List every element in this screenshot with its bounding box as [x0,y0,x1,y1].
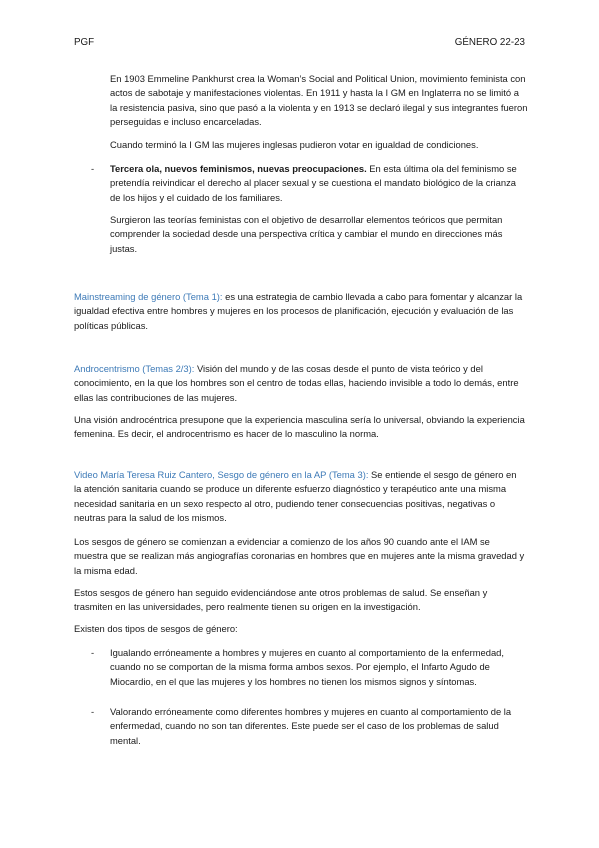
video-definition [74,468,526,526]
paragraph-androcentric-view: Una visión androcéntrica presupone que la experiencia masculina sería lo universal, obviando la experiencia femenina. Es decir, el androcentrismo es hacer de lo masculino la norma. [74,414,525,440]
third-wave-item [110,162,528,205]
mainstreaming-definition [74,290,526,333]
mainstreaming-term: Mainstreaming de género (Tema 1): [74,291,223,302]
bullet-dash: - [91,647,95,658]
bullet-dash: - [91,163,95,174]
paragraph-theories: Surgieron las teorías feministas con el objetivo de desarrollar elementos teóricos que permitan comprender la sociedad desde una perspectiva crítica y cambiar el mundo en direcciones más justas. [110,214,503,254]
mainstreaming-text: es una estrategia de cambio llevada a cabo para fomentar y alcanzar la igualdad efectiva entre hombres y mujeres en los procesos de planificación, ejecución y evaluación de las políticas públicas. [74,291,523,331]
third-wave-heading: Tercera ola, nuevos feminismos, nuevas preocupaciones. [110,163,367,174]
video-term: Video María Teresa Ruiz Cantero, Sesgo de género en la AP (Tema 3): [74,469,369,480]
paragraph-vote: Cuando terminó la I GM las mujeres inglesas pudieron votar en igualdad de condiciones. [110,139,479,150]
androcentrismo-term: Androcentrismo (Temas 2/3): [74,363,195,374]
third-wave-text: En esta última ola del feminismo se pretendía reivindicar el derecho al placer sexual y se cuestiona el mandato biológico de la crianza de los hijos y el cuidado de los familiares. [110,163,517,203]
header-right: GÉNERO 22-23 [454,37,525,48]
bullet-dash: - [91,706,95,717]
androcentrismo-definition [74,362,526,405]
paragraph-types-intro: Existen dos tipos de sesgos de género: [74,623,238,634]
paragraph-pankhurst: En 1903 Emmeline Pankhurst crea la Woman’s Social and Political Union, movimiento feminista con actos de sabotaje y manifestaciones violentas. En 1911 y hasta la I GM en Inglaterra no se limitó a la resistencia pasiva, sino que pasó a la violenta y en 1913 se declaró ilegal y sus integrantes fueron perseguidas e incluso encarceladas. [110,73,528,128]
page-header [74,36,525,52]
paragraph-universities: Estos sesgos de género han seguido evidenciándose ante otros problemas de salud. Se enseñan y trasmiten en las universidades, pero realmente tienen su origen en la investigación. [74,587,488,613]
list-item: Igualando erróneamente a hombres y mujeres en cuanto al comportamiento de la enfermedad, cuando no se comportan de la misma forma ambos sexos. Por ejemplo, el Infarto Agudo de Miocardio, en el que las mujeres y los hombres no tienen los mismos signos y síntomas. [110,647,504,687]
paragraph-90s: Los sesgos de género se comienzan a evidenciar a comienzo de los años 90 cuando ante el IAM se muestra que se realizan más angiografías coronarias en hombres que en mujeres ante la misma gravedad y la misma edad. [74,536,525,576]
androcentrismo-text: Visión del mundo y de las cosas desde el punto de vista teórico y del conocimiento, en la que los hombres son el centro de todas ellas, haciendo invisible a todo lo demás, entre ellas las contribuciones de las mujeres. [74,363,519,403]
list-item: Valorando erróneamente como diferentes hombres y mujeres en cuanto al comportamiento de la enfermedad, cuando no son tan diferentes. Este puede ser el caso de los problemas de salud mental. [110,706,512,746]
video-text: Se entiende el sesgo de género en la atención sanitaria cuando se produce un diferente esfuerzo diagnóstico y terapéutico ante una misma necesidad sanitaria en un sexo respecto al otro, pudiendo tener consecuencias positivas, negativas o neutras para la salud de los mismos. [74,469,517,524]
header-left: PGF [74,37,95,48]
